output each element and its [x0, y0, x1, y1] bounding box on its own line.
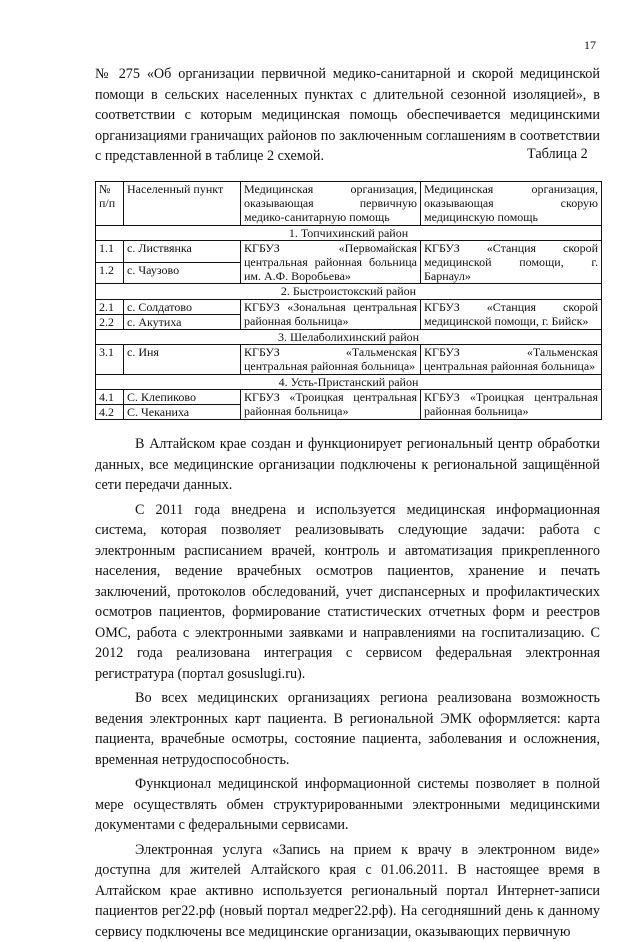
row-number: 1.1	[96, 240, 124, 262]
intro-paragraph	[95, 64, 600, 167]
district-name: 2. Быстроистокский район	[96, 284, 602, 299]
row-primary-org: КГБУЗ «Первомайская центральная районная больница им. А.Ф. Воробьева»	[241, 240, 421, 284]
paragraph: Во всех медицинских организациях региона реализована возможность ведения электронных карт пациента. В региональной ЭМК оформляется: карта пациента, врачебные осмотры, состояние пациента, заболевания и осложнения, временная нетрудоспособность.	[95, 688, 600, 770]
row-number: 2.1	[96, 299, 124, 314]
district-name: 4. Усть-Пристанский район	[96, 374, 602, 389]
row-number: 1.2	[96, 262, 124, 284]
page-number: 17	[584, 38, 596, 53]
row-settlement: с. Иня	[124, 345, 241, 374]
row-settlement: с. Листвянка	[124, 240, 241, 262]
header-primary-care: Медицинская организация, оказывающая первичную медико-санитарную помощь	[241, 182, 421, 226]
row-settlement: с. Чаузово	[124, 262, 241, 284]
row-primary-org: КГБУЗ «Тальменская центральная районная больница»	[241, 345, 421, 374]
row-settlement: С. Чеканиха	[124, 405, 241, 420]
table-header-row	[96, 182, 602, 226]
header-number: № п/п	[96, 182, 124, 226]
table-row	[96, 345, 602, 374]
district-name: 3. Шелаболихинский район	[96, 330, 602, 345]
paragraph: Функционал медицинской информационной системы позволяет в полной мере осуществлять обмен структурированными электронными медицинскими документами с федеральными сервисами.	[95, 774, 600, 836]
row-number: 3.1	[96, 345, 124, 374]
row-number: 2.2	[96, 314, 124, 329]
paragraph: В Алтайском крае создан и функционирует региональный центр обработки данных, все медицинские организации подключены к региональной защищённой сети передачи данных.	[95, 434, 600, 496]
medical-organizations-table	[95, 181, 602, 420]
row-settlement: С. Клепиково	[124, 389, 241, 404]
row-settlement: с. Солдатово	[124, 299, 241, 314]
district-row	[96, 330, 602, 345]
row-primary-org: КГБУЗ «Троицкая центральная районная больница»	[241, 389, 421, 419]
row-number: 4.2	[96, 405, 124, 420]
paragraph: Электронная услуга «Запись на прием к врачу в электронном виде» доступна для жителей Алтайского края с 01.06.2011. В настоящее время в Алтайском крае активно используется региональный портал Интернет-записи пациентов рег22.рф (новый портал медрег22.рф). На сегодняшний день к данному сервису подключены все медицинские организации, оказывающих первичную	[95, 840, 600, 942]
paragraph: С 2011 года внедрена и используется медицинская информационная система, которая позволяет реализовывать следующие задачи: работа с электронным расписанием врачей, контроль и автоматизация прикрепленного населения, ведение врачебных осмотров пациентов, хранение и печать заключений, протоколов обследований, учет диспансерных и профилактических осмотров пациентов, формирование статистических отчетных форм и реестров ОМС, работа с электронными заявками и направлениями на госпитализацию. С 2012 года реализована интеграция с сервисом федеральная электронная регистратура (портал gosuslugi.ru).	[95, 500, 600, 685]
table-caption: Таблица 2	[527, 146, 588, 163]
district-row	[96, 284, 602, 299]
district-row	[96, 225, 602, 240]
row-emergency-org: КГБУЗ «Тальменская центральная районная больница»	[421, 345, 602, 374]
body-text	[95, 434, 600, 942]
row-emergency-org: КГБУЗ «Станция скорой медицинской помощи, г. Бийск»	[421, 299, 602, 329]
row-primary-org: КГБУЗ «Зональная центральная районная больница»	[241, 299, 421, 329]
row-number: 4.1	[96, 389, 124, 404]
row-emergency-org: КГБУЗ «Троицкая центральная районная больница»	[421, 389, 602, 419]
row-settlement: с. Акутиха	[124, 314, 241, 329]
intro-text: № 275 «Об организации первичной медико-санитарной и скорой медицинской помощи в сельских населенных пунктах с длительной сезонной изоляцией», в соответствии с которым медицинская помощь обеспечивается медицинскими организациями граничащих районов по заключенным соглашениям в соответствии с представленной в таблице 2 схемой.	[95, 64, 600, 167]
table-row	[96, 240, 602, 262]
header-settlement: Населенный пункт	[124, 182, 241, 226]
table-row	[96, 299, 602, 314]
district-name: 1. Топчихинский район	[96, 225, 602, 240]
district-row	[96, 374, 602, 389]
table-row	[96, 389, 602, 404]
header-emergency-care: Медицинская организация, оказывающая скорую медицинскую помощь	[421, 182, 602, 226]
row-emergency-org: КГБУЗ «Станция скорой медицинской помощи, г. Барнаул»	[421, 240, 602, 284]
